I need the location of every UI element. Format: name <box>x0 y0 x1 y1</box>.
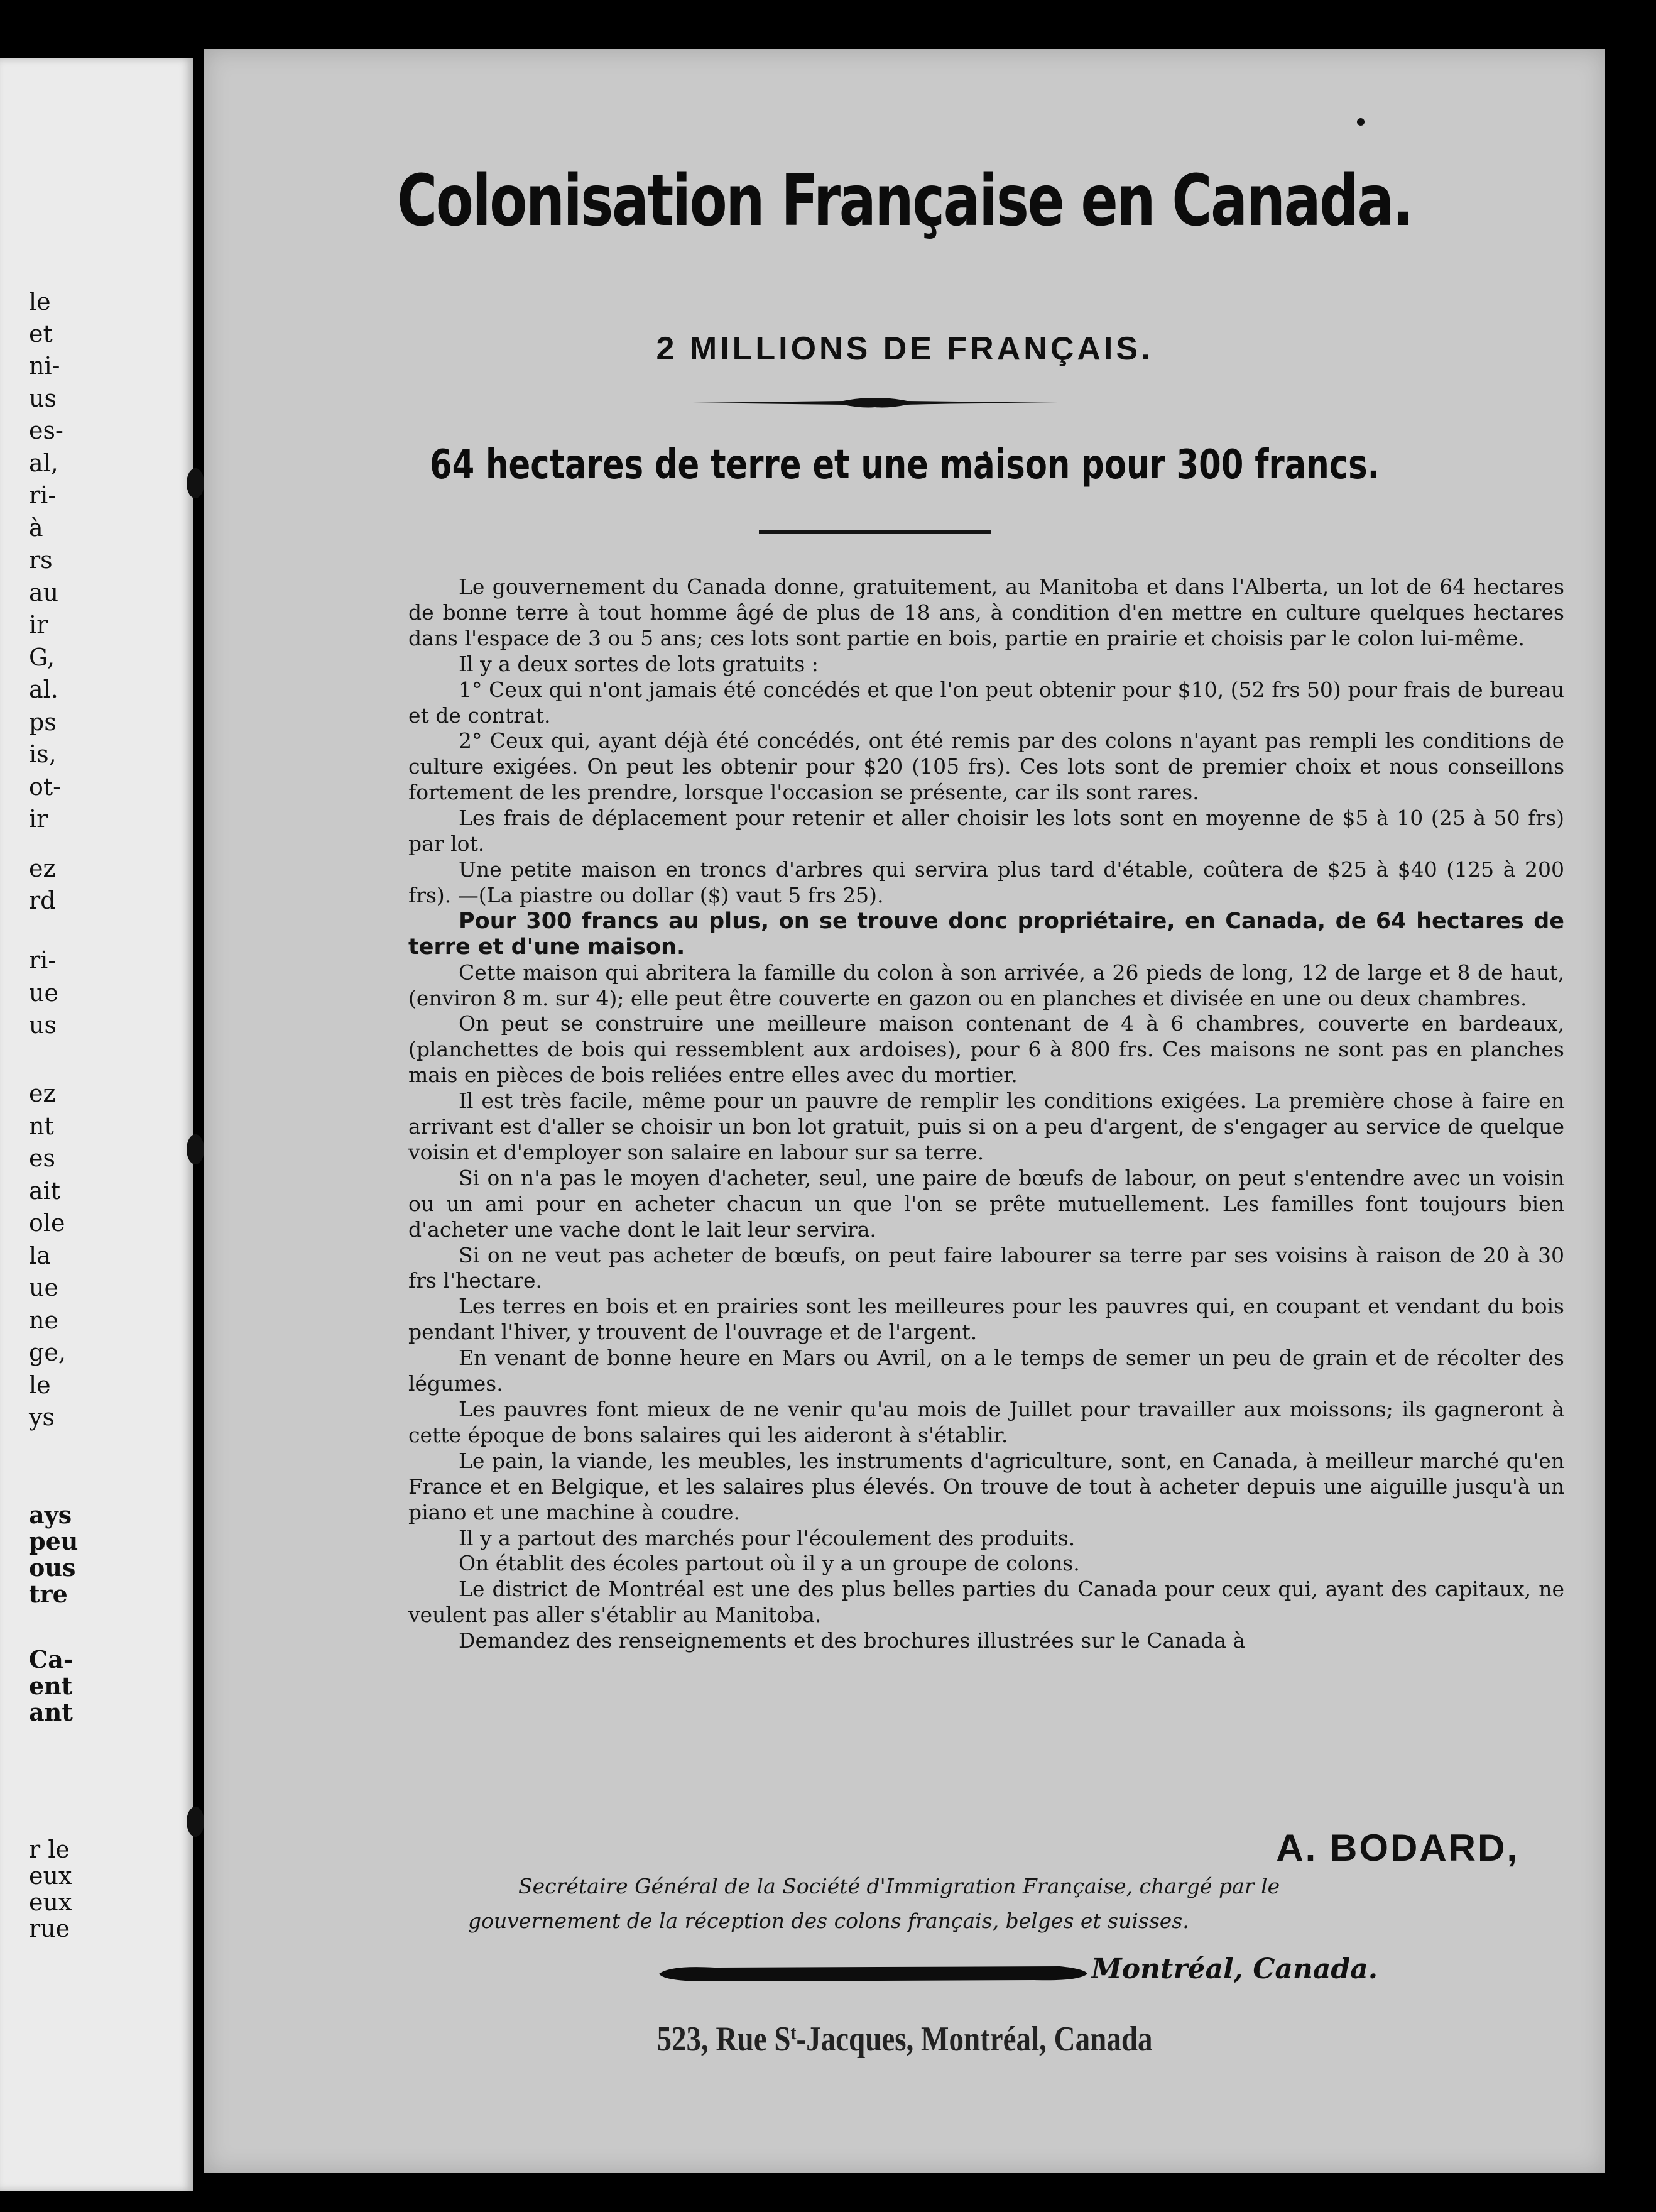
left-page-fragment: au <box>29 579 59 606</box>
agent-title-line-2: gouvernement de la réception des colons français, belges et suisses. <box>468 1908 1189 1933</box>
left-page-fragment: ous <box>29 1553 76 1582</box>
left-page-fragment: nt <box>29 1112 54 1140</box>
left-page-fragment: ait <box>29 1177 61 1205</box>
left-page-fragment: ays <box>29 1501 72 1529</box>
left-page-fragment: ne <box>29 1306 58 1334</box>
left-page-fragment: rue <box>29 1915 70 1942</box>
left-page-fragment: rs <box>29 546 53 574</box>
left-page-fragment: ez <box>29 1080 56 1107</box>
left-page-fragment: le <box>29 1371 51 1399</box>
ornamental-divider <box>692 395 1058 411</box>
address-rest: -Jacques, Montréal, Canada <box>796 2020 1153 2059</box>
left-page-fragment: al. <box>29 676 58 703</box>
left-page-fragment: eux <box>29 1862 72 1890</box>
body-paragraph: On établit des écoles partout où il y a un groupe de colons. <box>459 1551 1080 1576</box>
binding-hole <box>187 1134 204 1164</box>
left-page-fragment: ent <box>29 1672 73 1700</box>
agent-title-line-1: Secrétaire Général de la Société d'Immigration Française, chargé par le <box>518 1874 1280 1898</box>
left-page-fragment: ri- <box>29 481 57 509</box>
agent-name: A. BODARD, <box>1276 1827 1519 1869</box>
left-page-fragment: ri- <box>29 946 57 974</box>
poster-page <box>204 49 1605 2173</box>
body-paragraph: Le district de Montréal est une des plus belles parties du Canada pour ceux qui, ayant des capitaux, ne veulent pas aller s'établir au Manitoba. <box>408 1577 1564 1628</box>
left-page-fragment: is, <box>29 740 57 768</box>
headline: 64 hectares de terre et une maison pour 300 francs. <box>429 442 1380 488</box>
body-paragraph: Une petite maison en troncs d'arbres qui servira plus tard d'étable, coûtera de $25 à $40 (125 à 200 frs). —(La piastre ou dollar ($) vaut 5 frs 25). <box>408 857 1564 907</box>
left-page-fragment: ir <box>29 611 48 638</box>
left-page-fragment: ot- <box>29 773 61 801</box>
address-number: 523, Rue S <box>656 2020 791 2059</box>
left-page-fragment: ni- <box>29 352 60 380</box>
page-subtitle: 2 MILLIONS DE FRANÇAIS. <box>656 331 1153 367</box>
left-page-fragment: la <box>29 1242 51 1269</box>
left-page-fragment: à <box>29 514 43 542</box>
body-paragraph: Il y a partout des marchés pour l'écoulement des produits. <box>459 1525 1076 1550</box>
left-page-fragment: us <box>29 385 57 412</box>
left-page-fragment: rd <box>29 887 56 914</box>
body-paragraph: Demandez des renseignements et des brochures illustrées sur le Canada à <box>459 1628 1246 1653</box>
speck <box>1357 118 1365 126</box>
body-paragraph: Le gouvernement du Canada donne, gratuitement, au Manitoba et dans l'Alberta, un lot de 64 hectares de bonne terre à tout homme âgé de plus de 18 ans, à condition d'en mettre en culture quelques hectares dans l'espace de 3 ou 5 ans; ces lots sont partie en bois, partie en prairie et choisis par le colon lui-même. <box>408 574 1564 650</box>
body-paragraph: Les pauvres font mieux de ne venir qu'au mois de Juillet pour travailler aux moissons; ils gagneront à cette époque de bons salaires qui les aideront à s'établir. <box>408 1397 1564 1447</box>
left-page-fragment: ge, <box>29 1339 66 1366</box>
left-page-fragment: peu <box>29 1527 79 1555</box>
left-page-fragment: ole <box>29 1209 65 1237</box>
redaction-mark <box>658 1963 1088 1984</box>
left-page-fragment: ir <box>29 805 48 833</box>
body-text <box>408 574 1564 1654</box>
body-paragraph: Si on ne veut pas acheter de bœufs, on peut faire labourer sa terre par ses voisins à raison de 20 à 30 frs l'hectare. <box>408 1242 1564 1293</box>
left-page-fragment: tre <box>29 1580 68 1608</box>
body-paragraph: Les terres en bois et en prairies sont les meilleures pour les pauvres qui, en coupant et vendant du bois pendant l'hiver, y trouvent de l'ouvrage et de l'argent. <box>408 1294 1564 1345</box>
city-line: Montréal, Canada. <box>1091 1953 1378 1985</box>
address-superscript: t <box>790 2021 797 2044</box>
left-page-fragment: Ca- <box>29 1645 74 1673</box>
body-paragraph: Les frais de déplacement pour retenir et aller choisir les lots sont en moyenne de $5 à 10 (25 à 50 frs) par lot. <box>408 806 1564 857</box>
left-page-fragment: ez <box>29 855 56 882</box>
body-paragraph: Pour 300 francs au plus, on se trouve donc propriétaire, en Canada, de 64 hectares de terre et d'une maison. <box>408 908 1564 960</box>
left-page-fragment: eux <box>29 1888 72 1916</box>
binding-hole <box>187 468 204 498</box>
page-title: Colonisation Française en Canada. <box>397 160 1412 242</box>
left-page-fragment: ps <box>29 708 57 736</box>
left-page-fragment: r le <box>29 1836 70 1863</box>
binding-hole <box>187 1807 204 1837</box>
left-page-fragment: es- <box>29 417 63 444</box>
left-page-fragment: et <box>29 320 53 348</box>
left-page-fragment: le <box>29 288 51 315</box>
body-paragraph: Il y a deux sortes de lots gratuits : <box>459 651 819 676</box>
body-paragraph: 2° Ceux qui, ayant déjà été concédés, ont été remis par des colons n'ayant pas rempli les conditions de culture exigées. On peut les obtenir pour $20 (105 frs). Ces lots sont de premier choix et nous conseillons fortement de les prendre, lorsque l'occasion se présente, car ils sont rares. <box>408 728 1564 805</box>
left-page-fragment: ue <box>29 1274 58 1301</box>
left-page-fragment: G, <box>29 643 55 671</box>
body-paragraph: Si on n'a pas le moyen d'acheter, seul, une paire de bœufs de labour, on peut s'entendre avec un voisin ou un ami pour en acheter chacun un que l'on se prête mutuellement. Les familles font toujours bien d'acheter une vache dont le lait leur servira. <box>408 1165 1564 1242</box>
address <box>316 2019 1493 2059</box>
body-paragraph: On peut se construire une meilleure maison contenant de 4 à 6 chambres, couverte en bardeaux, (planchettes de bois qui ressemblent aux ardoises), pour 6 à 800 frs. Ces maisons ne sont pas en planches mais en pièces de bois reliées entre elles avec du mortier. <box>408 1011 1564 1088</box>
left-page-fragment: us <box>29 1011 57 1039</box>
body-paragraph: En venant de bonne heure en Mars ou Avril, on a le temps de semer un peu de grain et de récolter des légumes. <box>408 1345 1564 1396</box>
left-page-fragment: es <box>29 1144 55 1172</box>
agent-title <box>468 1869 1574 1938</box>
body-paragraph: Cette maison qui abritera la famille du colon à son arrivée, a 26 pieds de long, 12 de large et 8 de haut, (environ 8 m. sur 4); elle peut être couverte en gazon ou en planches et divisée en une ou deux chambres. <box>408 960 1564 1010</box>
body-paragraph: Le pain, la viande, les meubles, les instruments d'agriculture, sont, en Canada, à meilleur marché qu'en France et en Belgique, et les salaires plus élevés. On trouve de tout à acheter depuis une aiguille jusqu'à un piano et une machine à coudre. <box>408 1448 1564 1525</box>
left-page-fragment: ant <box>29 1698 73 1726</box>
left-page-fragment: al, <box>29 449 58 477</box>
previous-page-edge <box>0 58 193 2191</box>
body-paragraph: Il est très facile, même pour un pauvre de remplir les conditions exigées. La première chose à faire en arrivant est d'aller se choisir un bon lot gratuit, puis si on a peu d'argent, de s'engager au service de quelque voisin et d'employer son salaire en labour sur sa terre. <box>408 1088 1564 1164</box>
left-page-fragment: ys <box>29 1403 55 1431</box>
left-page-fragment: ue <box>29 979 58 1007</box>
divider-rule <box>759 530 991 534</box>
body-paragraph: 1° Ceux qui n'ont jamais été concédés et que l'on peut obtenir pour $10, (52 frs 50) pour frais de bureau et de contrat. <box>408 677 1564 728</box>
